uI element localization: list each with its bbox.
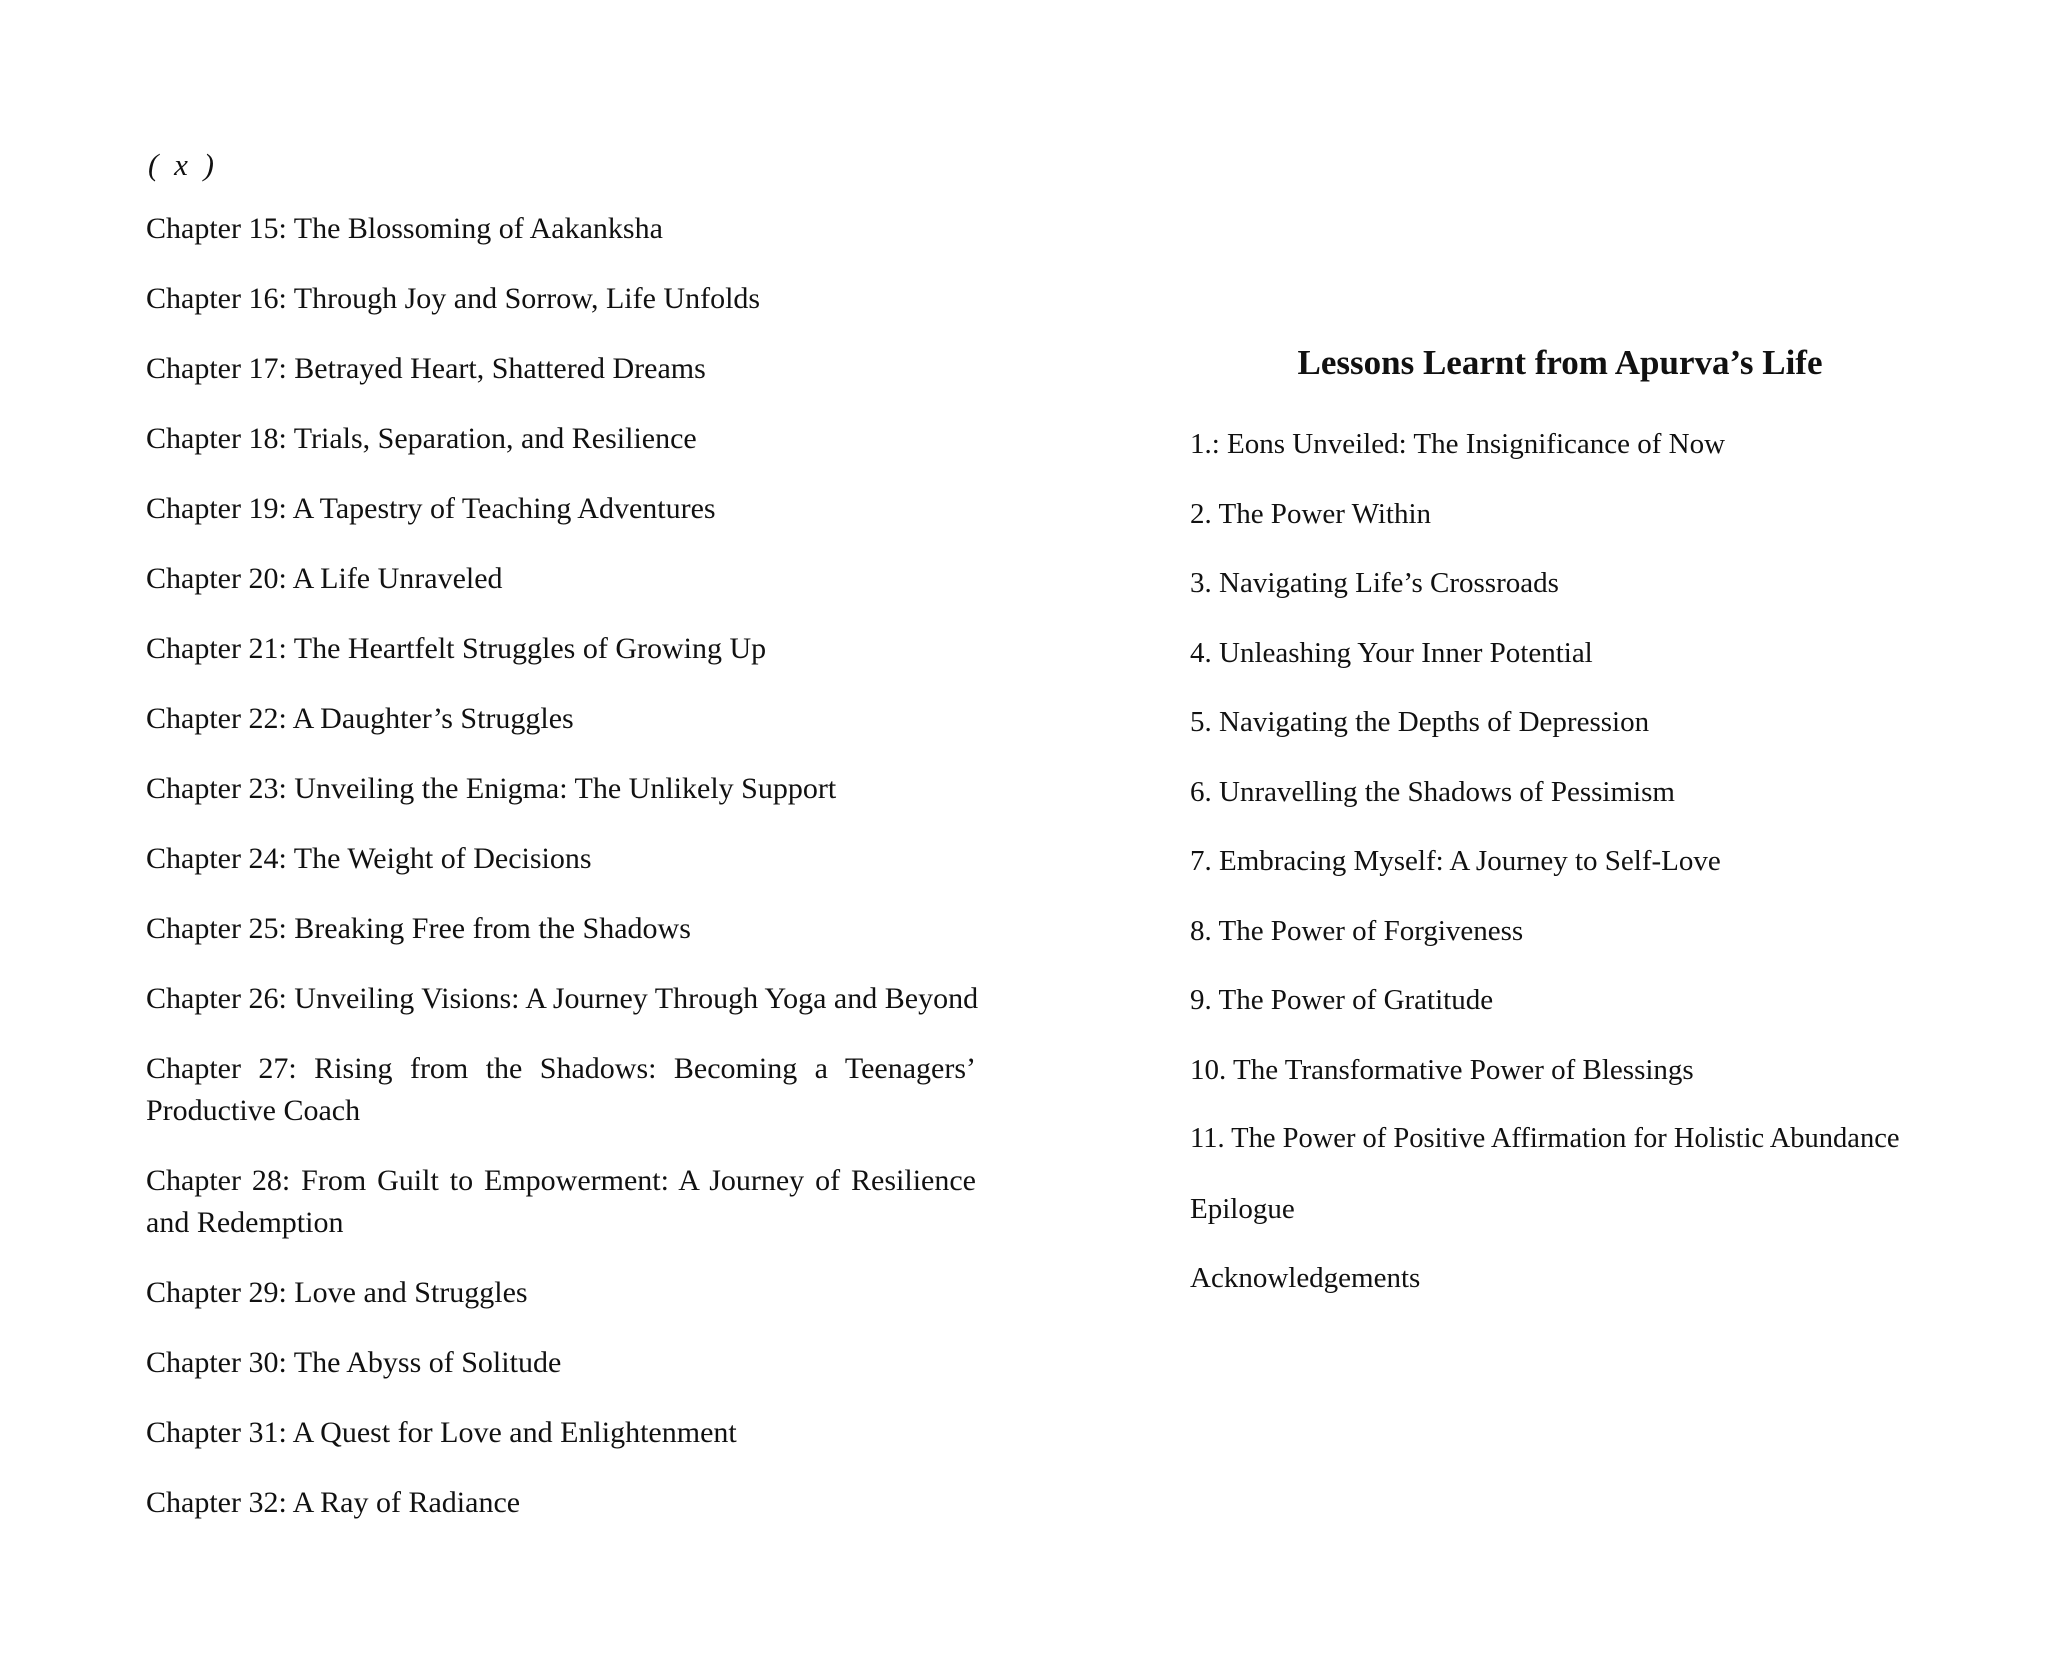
chapter-17-entry: Chapter 17: Betrayed Heart, Shattered Dreams [146, 352, 706, 385]
chapter-27-entry: Chapter 27: Rising from the Shadows: Becoming a Teenagers’ Productive Coach [146, 1052, 976, 1127]
lesson-2-entry: 2. The Power Within [1190, 497, 1432, 530]
chapter-23-entry: Chapter 23: Unveiling the Enigma: The Unlikely Support [146, 772, 837, 805]
lesson-6-entry: 6. Unravelling the Shadows of Pessimism [1190, 775, 1675, 808]
lesson-3-entry: 3. Navigating Life’s Crossroads [1190, 567, 1559, 599]
chapter-15-entry: Chapter 15: The Blossoming of Aakanksha [146, 212, 663, 245]
chapter-19-entry: Chapter 19: A Tapestry of Teaching Adventures [146, 492, 716, 525]
chapter-30-entry: Chapter 30: The Abyss of Solitude [146, 1346, 562, 1379]
chapter-32-entry: Chapter 32: A Ray of Radiance [146, 1486, 521, 1519]
chapter-16-entry: Chapter 16: Through Joy and Sorrow, Life Unfolds [146, 282, 761, 315]
lesson-11-entry: 11. The Power of Positive Affirmation for Holistic Abundance [1190, 1123, 1900, 1154]
chapter-20-entry: Chapter 20: A Life Unraveled [146, 562, 503, 595]
chapter-list [146, 208, 986, 1552]
chapter-28-entry: Chapter 28: From Guilt to Empowerment: A Journey of Resilience and Redemption [146, 1164, 976, 1239]
lesson-5-entry: 5. Navigating the Depths of Depression [1190, 706, 1650, 738]
chapter-29-entry: Chapter 29: Love and Struggles [146, 1276, 528, 1309]
lessons-title: Lessons Learnt from Apurva’s Life [1297, 343, 1823, 382]
lesson-9-entry: 9. The Power of Gratitude [1190, 984, 1494, 1016]
chapter-21-entry: Chapter 21: The Heartfelt Struggles of Growing Up [146, 632, 767, 665]
epilogue-entry: Epilogue [1190, 1192, 1295, 1225]
chapter-22-entry: Chapter 22: A Daughter’s Struggles [146, 702, 574, 735]
chapter-18-entry: Chapter 18: Trials, Separation, and Resilience [146, 422, 697, 455]
lesson-10-entry: 10. The Transformative Power of Blessings [1190, 1053, 1694, 1086]
lesson-7-entry: 7. Embracing Myself: A Journey to Self-Love [1190, 845, 1721, 877]
chapter-31-entry: Chapter 31: A Quest for Love and Enlightenment [146, 1416, 737, 1449]
lessons-list [1190, 424, 2010, 1328]
page-number: ( x ) [148, 147, 218, 182]
chapter-26-entry: Chapter 26: Unveiling Visions: A Journey Through Yoga and Beyond [146, 982, 979, 1015]
chapter-24-entry: Chapter 24: The Weight of Decisions [146, 842, 592, 875]
acknowledgements-entry: Acknowledgements [1190, 1262, 1421, 1294]
lesson-8-entry: 8. The Power of Forgiveness [1190, 914, 1524, 947]
lesson-4-entry: 4. Unleashing Your Inner Potential [1190, 636, 1593, 669]
chapter-25-entry: Chapter 25: Breaking Free from the Shadows [146, 912, 691, 945]
lesson-1-entry: 1.: Eons Unveiled: The Insignificance of Now [1190, 428, 1726, 460]
